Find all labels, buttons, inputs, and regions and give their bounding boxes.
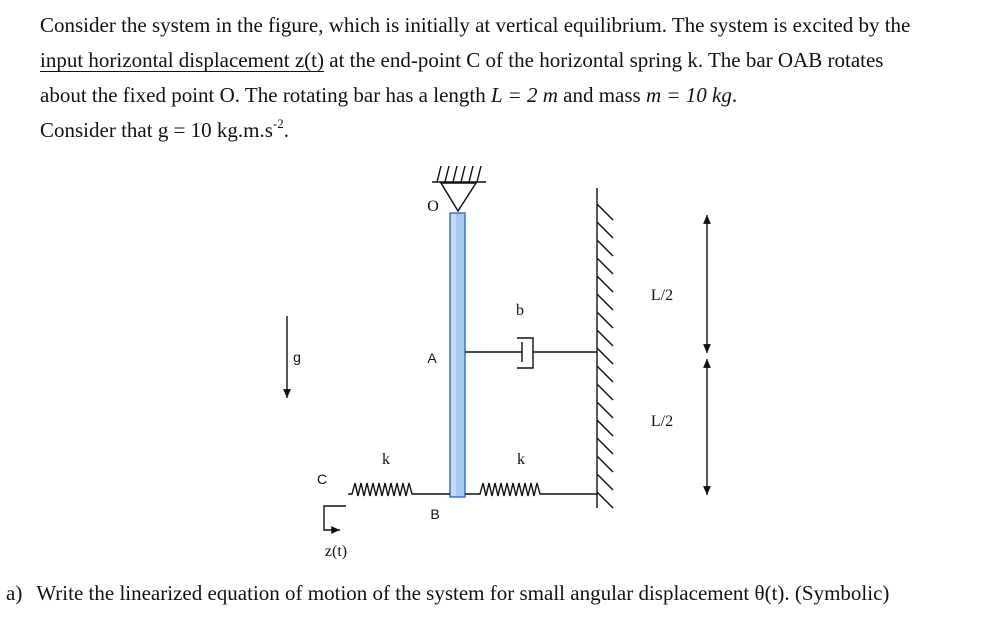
input-zt-label: z(t) — [324, 543, 348, 560]
right-spring-k-label: k — [517, 451, 525, 468]
problem-line-2 — [40, 43, 1000, 78]
point-o-label: O — [427, 198, 439, 215]
fixed-wall — [597, 188, 613, 508]
question-number: a) — [6, 581, 23, 605]
question-a — [6, 578, 889, 608]
input-displacement-link[interactable]: input horizontal displacement z(t) — [40, 48, 324, 72]
point-c-label: C — [316, 471, 328, 487]
damper-b-label: b — [516, 302, 524, 319]
dimension-upper-label: L/2 — [650, 287, 674, 304]
input-displacement-arrow — [324, 506, 346, 530]
left-spring-k-label: k — [382, 451, 390, 468]
rotating-bar-shading — [451, 214, 456, 496]
problem-line-3-mid: and mass — [557, 83, 646, 107]
problem-line-4 — [40, 113, 1000, 148]
gravity-g-label: g — [293, 349, 301, 365]
problem-line-3 — [40, 78, 1000, 113]
problem-statement — [40, 8, 1000, 148]
bar-mass-expression: m = 10 kg — [645, 83, 732, 107]
gravity-statement: Consider that g = 10 kg.m.s — [40, 118, 273, 142]
problem-line-2-rest: at the end-point C of the horizontal spring k. The bar OAB rotates — [324, 48, 884, 72]
bar-length-expression: L = 2 m — [491, 83, 558, 107]
point-b-label: B — [430, 506, 440, 522]
problem-line-4-end: . — [283, 118, 290, 142]
right-spring — [465, 483, 597, 496]
dimension-lower-label: L/2 — [650, 413, 674, 430]
left-spring — [348, 483, 450, 496]
damper — [465, 338, 597, 368]
pivot-triangle — [441, 183, 476, 211]
gravity-exponent: -2 — [272, 116, 284, 131]
question-text: Write the linearized equation of motion of the system for small angular displacement θ(t). (Symbolic) — [36, 581, 890, 605]
point-a-label: A — [427, 350, 437, 366]
mechanical-system-diagram — [0, 160, 1004, 570]
problem-line-1: Consider the system in the figure, which is initially at vertical equilibrium. The system is excited by the — [40, 13, 911, 37]
problem-line-3-end: . — [731, 83, 738, 107]
pivot-ground-hatching — [432, 166, 486, 182]
problem-line-3-pre: about the fixed point O. The rotating bar has a length — [40, 83, 491, 107]
